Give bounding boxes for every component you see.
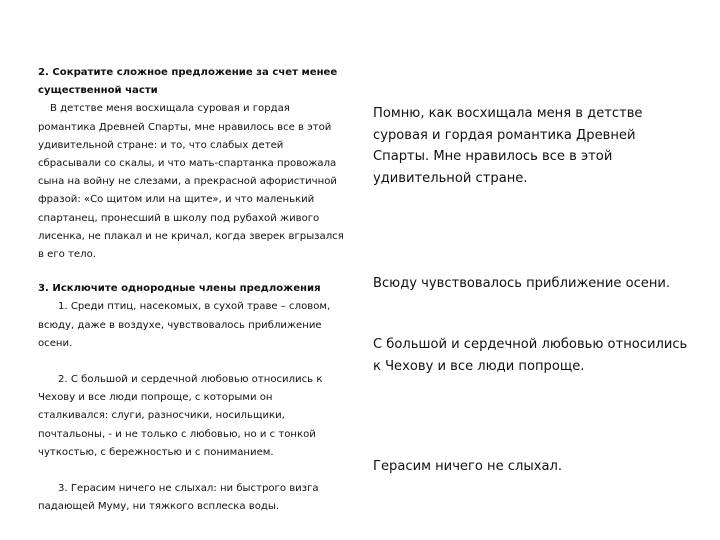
task3-item1: 1. Среди птиц, насекомых, в сухой траве – словом, всюду, даже в воздухе, чувствовалось приближение осени. bbox=[38, 301, 331, 349]
exercises-column bbox=[38, 64, 344, 516]
task2-heading: 2. Сократите сложное предложение за счет менее существенной части bbox=[38, 67, 338, 97]
task2-text: В детстве меня восхищала суровая и гордая романтика Древней Спарты, мне нравилось все в этой удивительной стране: и то, что слабых детей сбрасывали со скалы, и что мать-спартанка провожала сына на войну не слезами, а прекрасной афористичной фразой: «Со щитом или на щите», и что маленький спартанец, пронесший в школу под рубахой живого лисенка, не плакал и не кричал, когда зверек вгрызался в его тело. bbox=[38, 103, 344, 261]
task3-item2: 2. С большой и сердечной любовью относились к Чехову и все люди попроще, с которыми он сталкивался: слуги, разносчики, носильщики, почтальоны, - и не только с любовью, но и с тонкой чуткостью, с бережностью и с пониманием. bbox=[38, 374, 323, 458]
task3-heading: 3. Исключите однородные члены предложения bbox=[38, 283, 321, 295]
answer-2: Всюду чувствовалось приближение осени. bbox=[373, 276, 671, 291]
answer-4: Герасим ничего не слыхал. bbox=[373, 459, 563, 474]
answer-3: С большой и сердечной любовью относились к Чехову и все люди попроще. bbox=[373, 337, 688, 374]
answer-1: Помню, как восхищала меня в детстве суровая и гордая романтика Древней Спарты. Мне нравилось все в этой удивительной стране. bbox=[373, 106, 643, 186]
task3-item3: 3. Герасим ничего не слыхал: ни быстрого визга падающей Муму, ни тяжкого всплеска воды. bbox=[38, 483, 319, 513]
